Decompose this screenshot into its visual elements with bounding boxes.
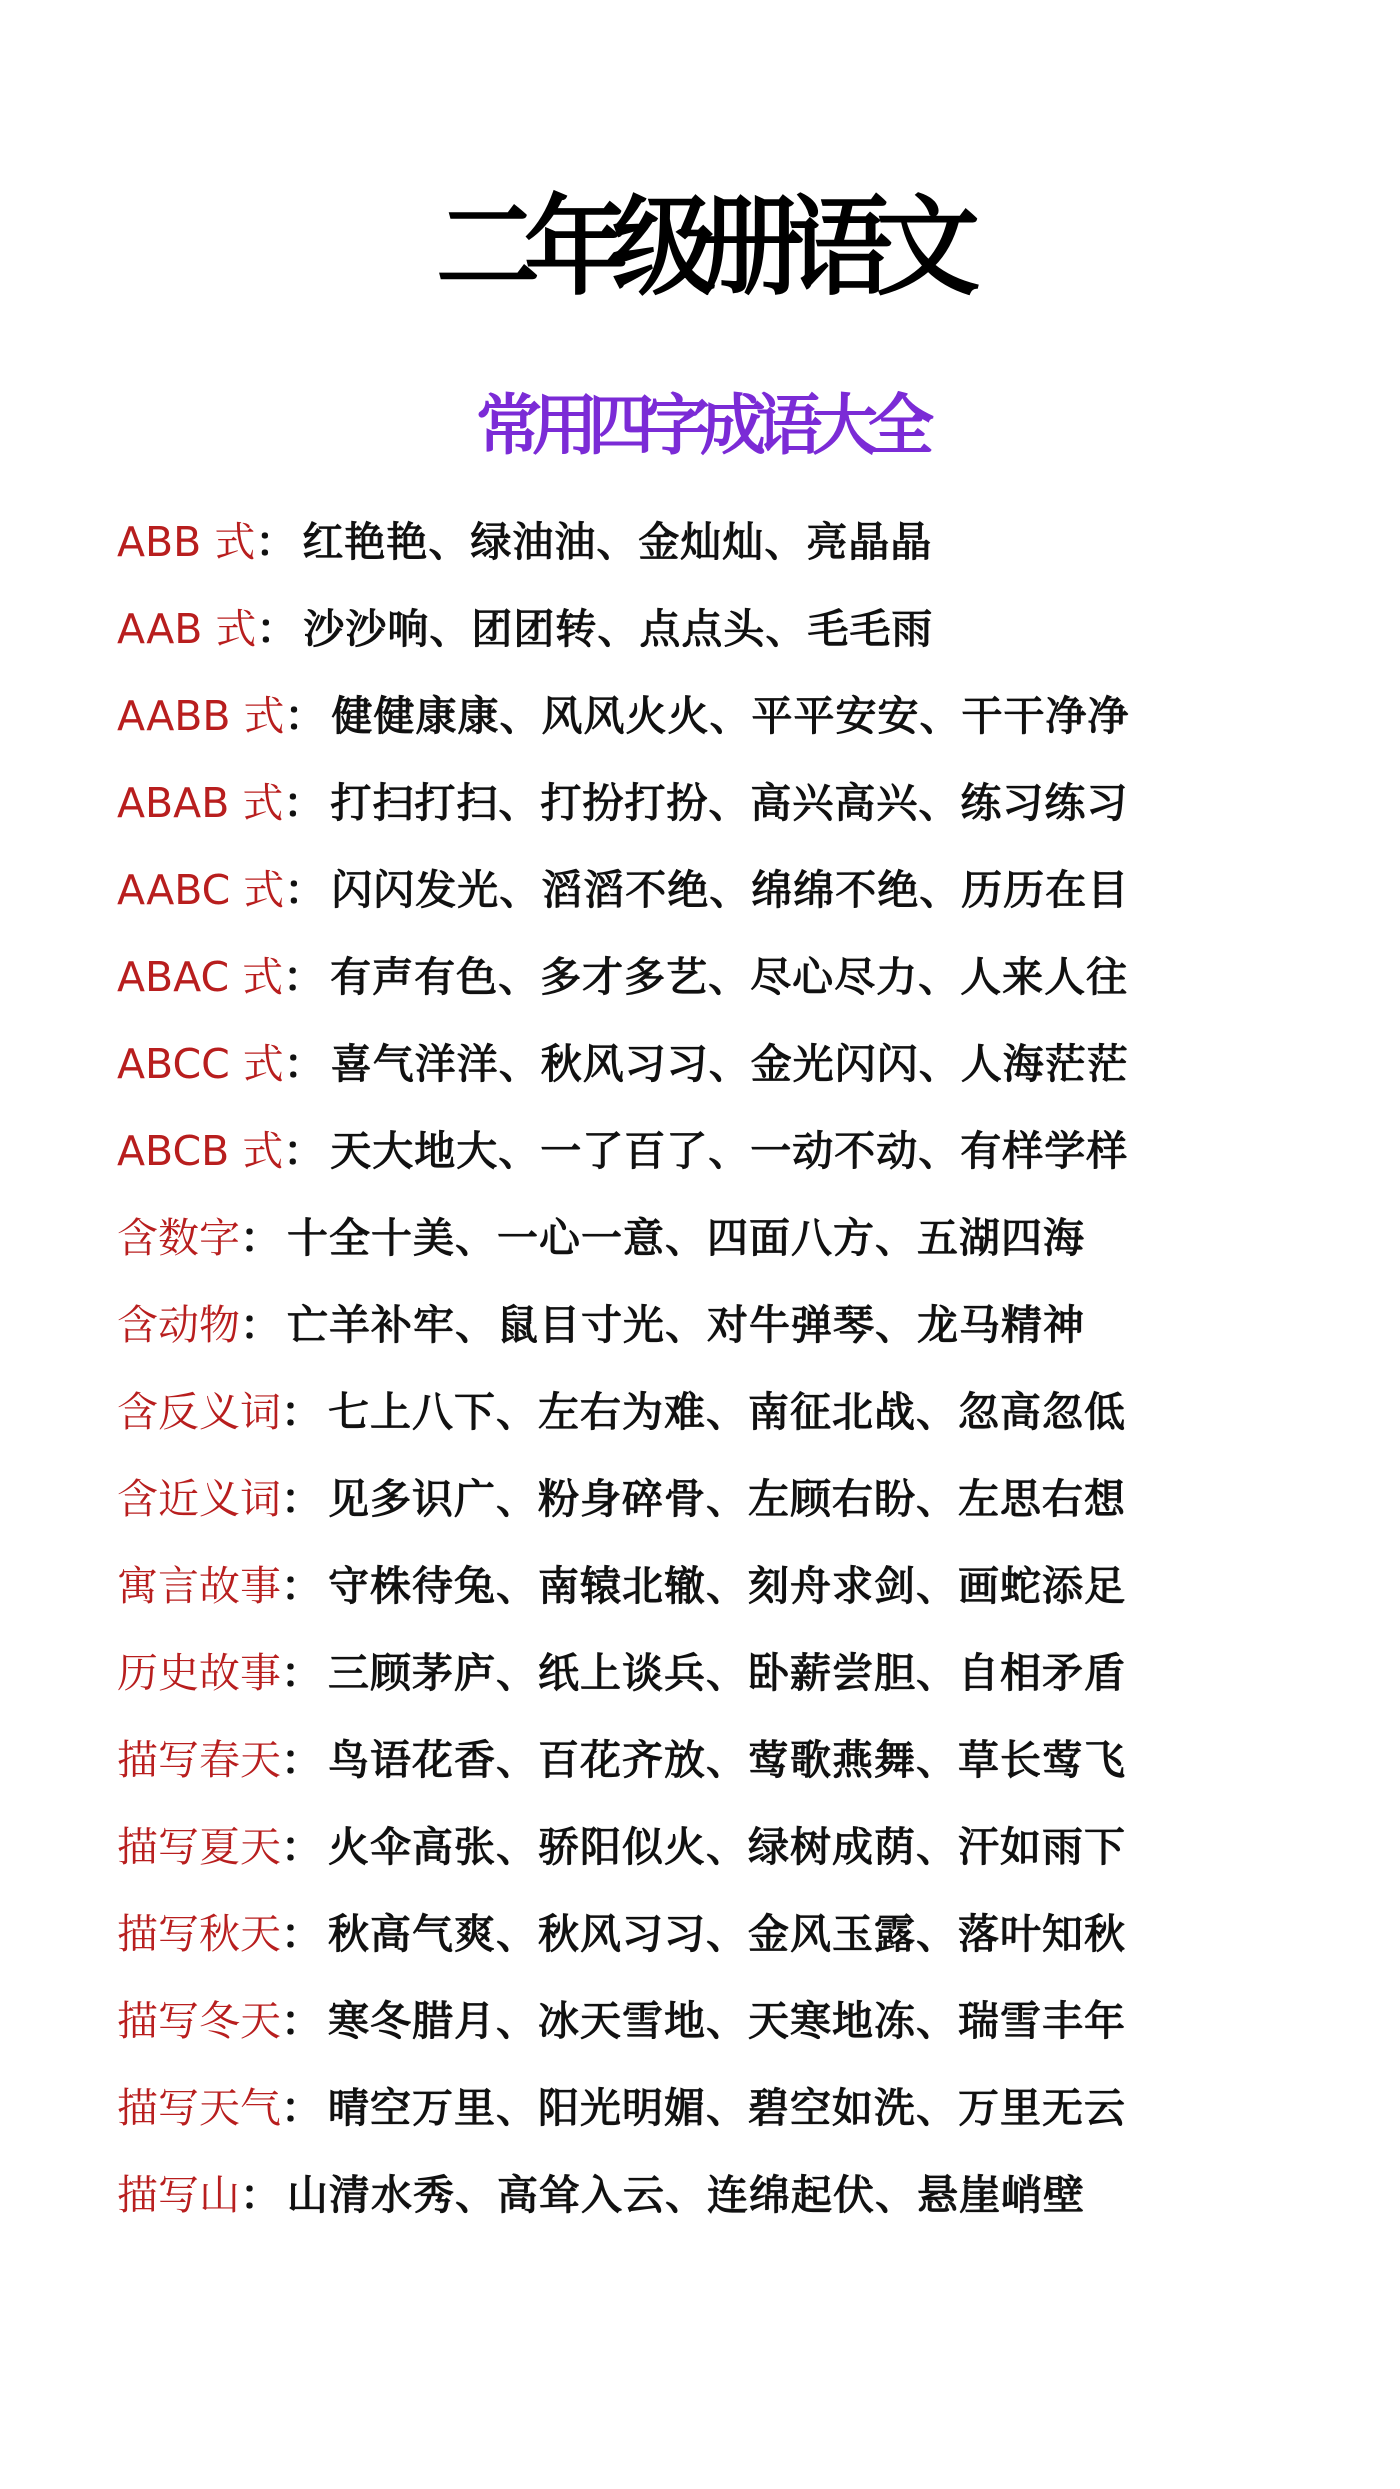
page-subtitle: 常用四字成语大全 (476, 387, 924, 464)
label-separator: ： (281, 1475, 322, 1523)
category-label: 描写春天 (117, 1736, 281, 1784)
category-label: 寓言故事 (117, 1562, 281, 1610)
label-separator: ： (283, 779, 325, 827)
idiom-row (117, 1904, 1317, 1991)
label-separator: ： (281, 2084, 322, 2132)
idiom-examples: 沙沙响、团团转、点点头、毛毛雨 (303, 605, 934, 653)
idiom-examples: 红艳艳、绿油油、金灿灿、亮晶晶 (302, 518, 933, 566)
category-label: ABCB 式 (117, 1127, 284, 1175)
label-separator: ： (281, 1910, 322, 1958)
label-separator: ： (284, 692, 326, 740)
category-label: ABCC 式 (117, 1040, 284, 1088)
category-label: AABB 式 (117, 692, 285, 740)
idiom-row (117, 1991, 1317, 2078)
label-separator: ： (240, 1301, 281, 1349)
idiom-examples: 健健康康、风风火火、平平安安、干干净净 (331, 692, 1130, 740)
label-separator: ： (283, 1127, 325, 1175)
label-separator: ： (240, 2171, 281, 2219)
label-separator: ： (281, 1649, 322, 1697)
category-label: 含反义词 (117, 1388, 281, 1436)
category-label: 含近义词 (117, 1475, 281, 1523)
category-label: 描写天气 (117, 2084, 281, 2132)
category-label: 描写秋天 (117, 1910, 281, 1958)
idiom-examples: 山清水秀、高耸入云、连绵起伏、悬崖峭壁 (287, 2171, 1085, 2219)
idiom-examples: 鸟语花香、百花齐放、莺歌燕舞、草长莺飞 (328, 1736, 1126, 1784)
category-label: AAB 式 (117, 605, 257, 653)
category-label: 含动物 (117, 1301, 240, 1349)
idiom-row (117, 2078, 1317, 2165)
category-label: 历史故事 (117, 1649, 281, 1697)
category-label: 描写冬天 (117, 1997, 281, 2045)
idiom-row (117, 860, 1317, 947)
idiom-examples: 十全十美、一心一意、四面八方、五湖四海 (287, 1214, 1085, 1262)
category-label: AABC 式 (117, 866, 285, 914)
idiom-row (117, 947, 1317, 1034)
idiom-row (117, 1208, 1317, 1295)
label-separator: ： (283, 953, 325, 1001)
label-separator: ： (240, 1214, 281, 1262)
idiom-examples: 见多识广、粉身碎骨、左顾右盼、左思右想 (328, 1475, 1126, 1523)
label-separator: ： (281, 1388, 322, 1436)
category-label: 含数字 (117, 1214, 240, 1262)
idiom-examples: 有声有色、多才多艺、尽心尽力、人来人往 (330, 953, 1129, 1001)
label-separator: ： (283, 1040, 325, 1088)
idiom-examples: 闪闪发光、滔滔不绝、绵绵不绝、历历在目 (331, 866, 1130, 914)
idiom-row (117, 1034, 1317, 1121)
idiom-examples: 守株待兔、南辕北辙、刻舟求剑、画蛇添足 (328, 1562, 1126, 1610)
category-label: 描写夏天 (117, 1823, 281, 1871)
page-title: 二年级册语文 (435, 183, 964, 311)
label-separator: ： (284, 866, 326, 914)
idiom-row (117, 512, 1317, 599)
idiom-row (117, 1295, 1317, 1382)
label-separator: ： (281, 1736, 322, 1784)
label-separator: ： (281, 1823, 322, 1871)
idiom-examples: 三顾茅庐、纸上谈兵、卧薪尝胆、自相矛盾 (328, 1649, 1126, 1697)
idiom-examples: 寒冬腊月、冰天雪地、天寒地冻、瑞雪丰年 (328, 1997, 1126, 2045)
label-separator: ： (281, 1562, 322, 1610)
category-label: 描写山 (117, 2171, 240, 2219)
idiom-list (117, 512, 1317, 2252)
category-label: ABAC 式 (117, 953, 284, 1001)
idiom-examples: 天大地大、一了百了、一动不动、有样学样 (330, 1127, 1129, 1175)
idiom-examples: 晴空万里、阳光明媚、碧空如洗、万里无云 (328, 2084, 1126, 2132)
idiom-row (117, 686, 1317, 773)
idiom-row (117, 1382, 1317, 1469)
label-separator: ： (255, 518, 297, 566)
idiom-examples: 火伞高张、骄阳似火、绿树成荫、汗如雨下 (328, 1823, 1126, 1871)
idiom-examples: 打扫打扫、打扮打扮、高兴高兴、练习练习 (330, 779, 1129, 827)
idiom-row (117, 1469, 1317, 1556)
idiom-row (117, 1817, 1317, 1904)
category-label: ABAB 式 (117, 779, 284, 827)
idiom-row (117, 1730, 1317, 1817)
idiom-row (117, 1556, 1317, 1643)
idiom-row (117, 1121, 1317, 1208)
idiom-examples: 秋高气爽、秋风习习、金风玉露、落叶知秋 (328, 1910, 1126, 1958)
idiom-examples: 七上八下、左右为难、南征北战、忽高忽低 (328, 1388, 1126, 1436)
label-separator: ： (281, 1997, 322, 2045)
idiom-row (117, 1643, 1317, 1730)
category-label: ABB 式 (117, 518, 256, 566)
idiom-row (117, 773, 1317, 860)
label-separator: ： (256, 605, 298, 653)
idiom-examples: 喜气洋洋、秋风习习、金光闪闪、人海茫茫 (330, 1040, 1129, 1088)
idiom-examples: 亡羊补牢、鼠目寸光、对牛弹琴、龙马精神 (287, 1301, 1085, 1349)
idiom-row (117, 599, 1317, 686)
idiom-row (117, 2165, 1317, 2252)
